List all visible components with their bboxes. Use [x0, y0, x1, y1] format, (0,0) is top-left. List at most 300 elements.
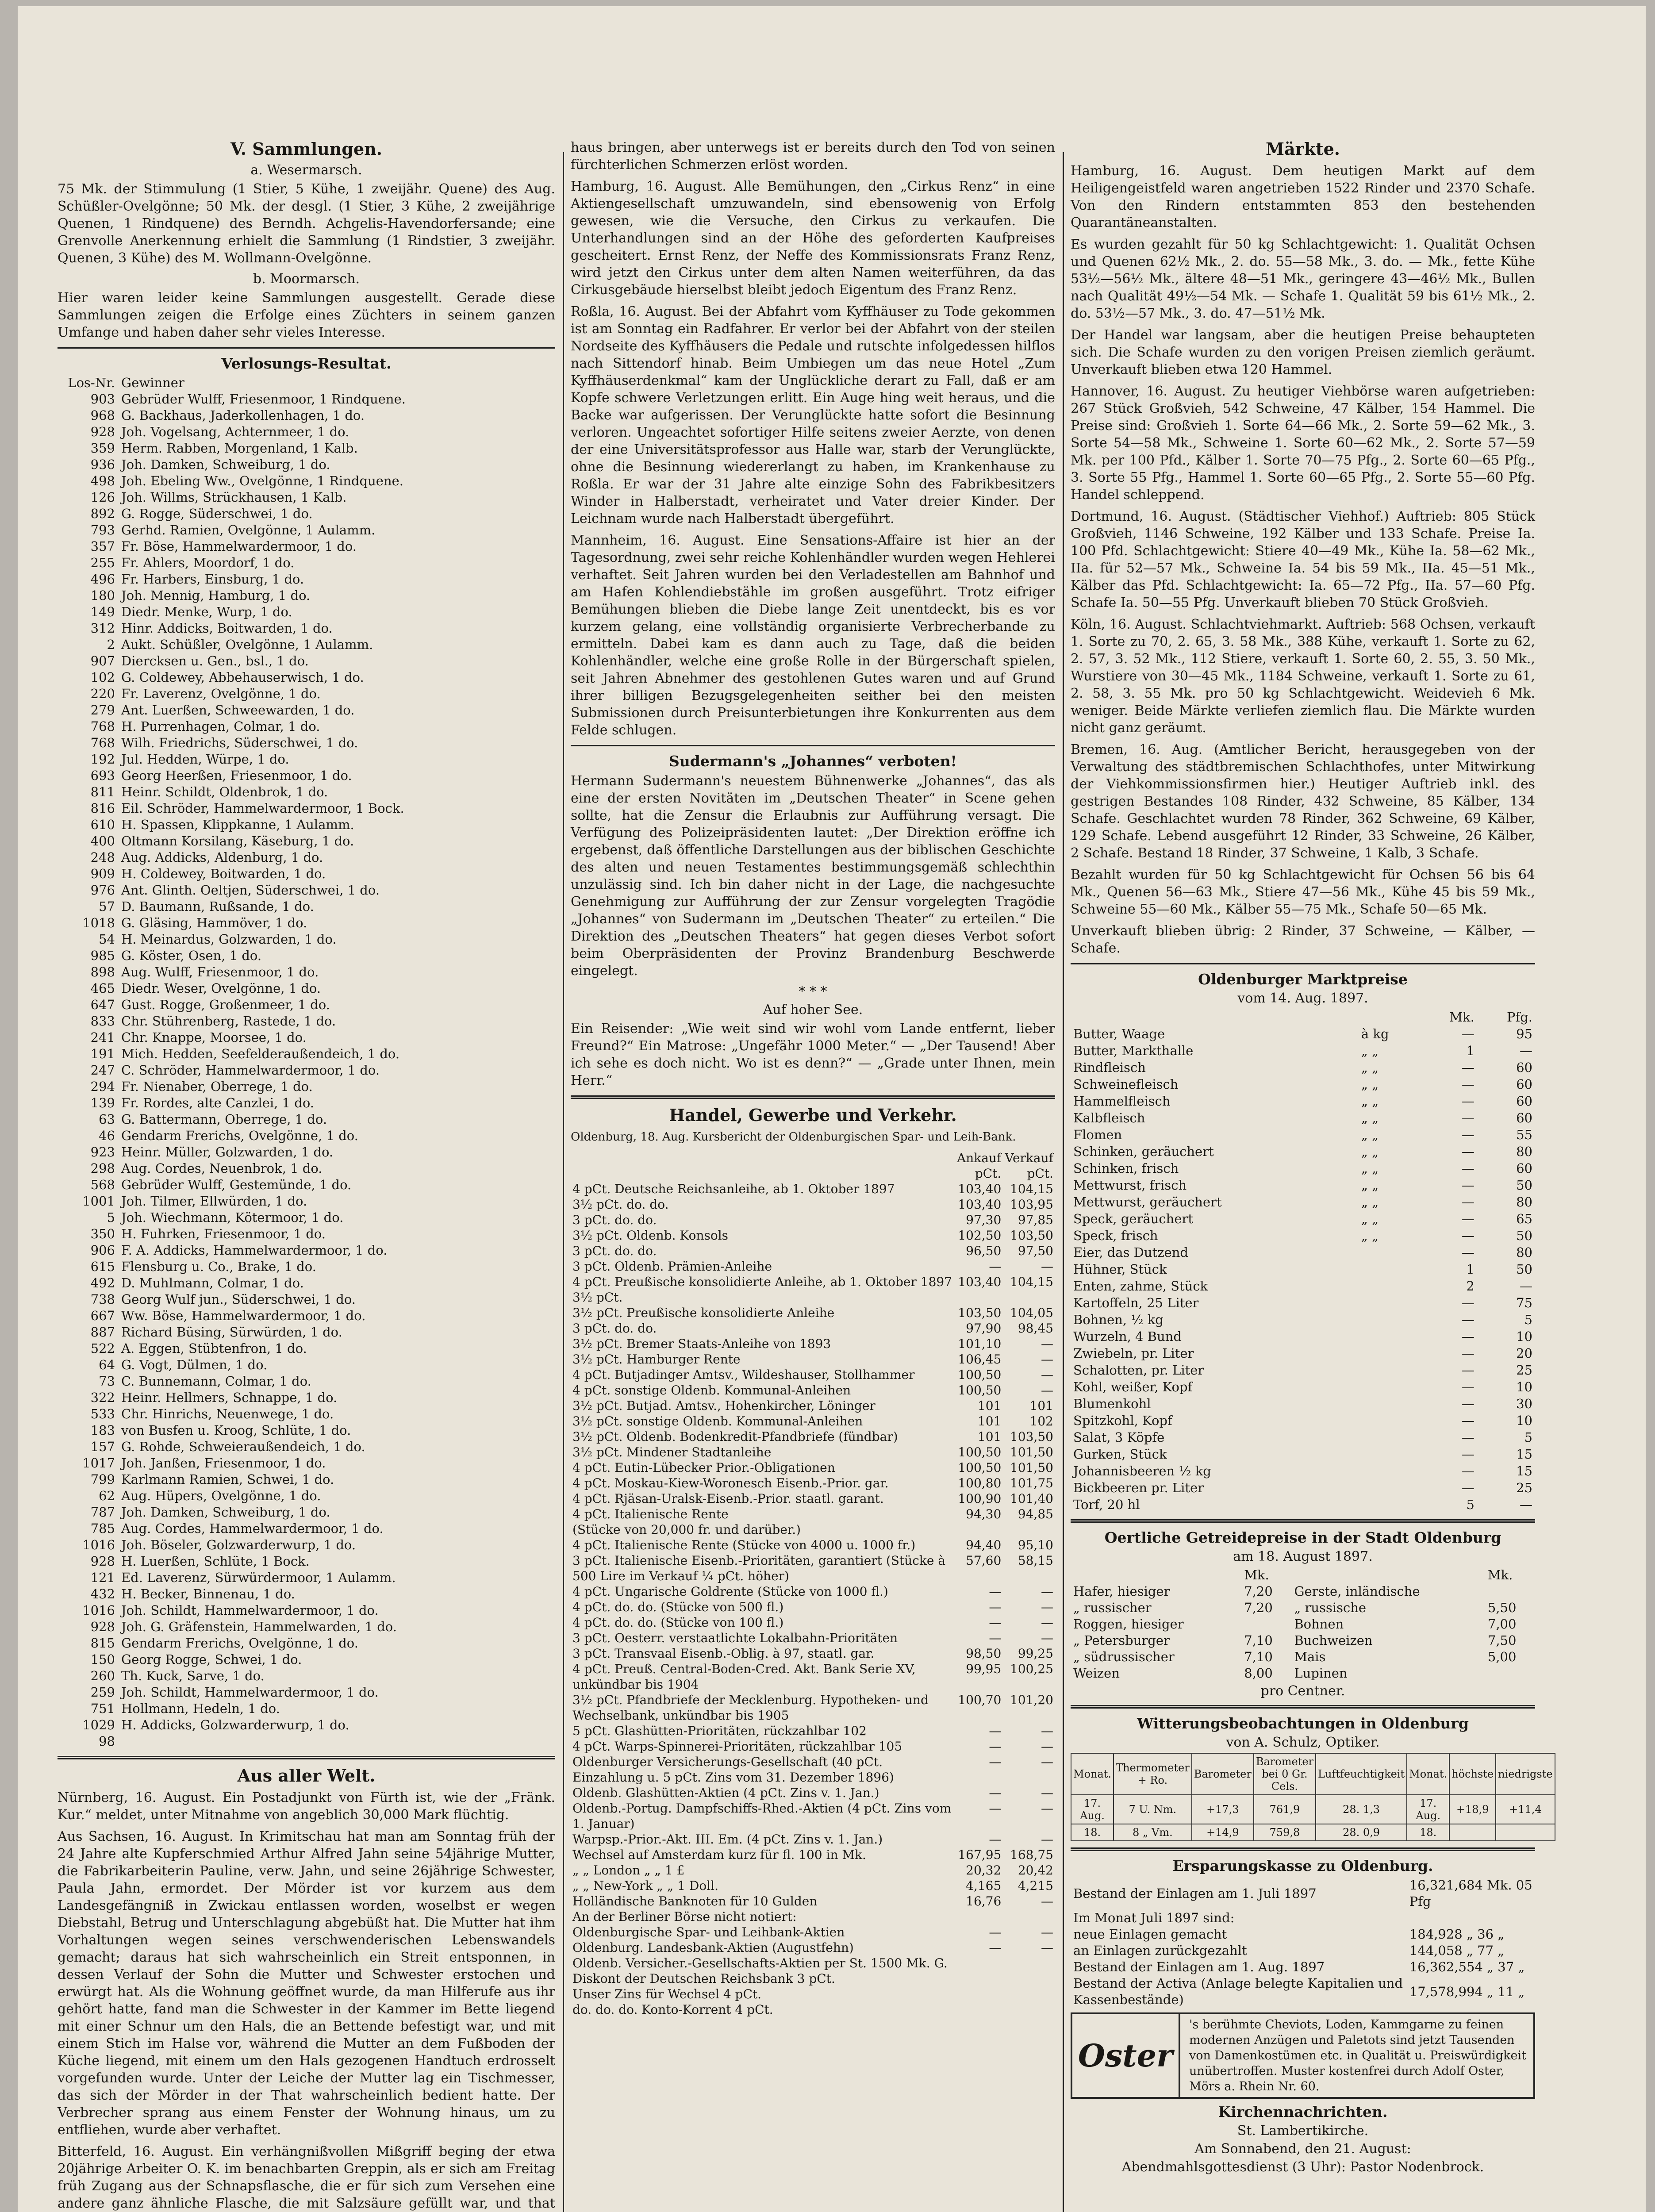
markt-report: Bremen, 16. Aug. (Amtlicher Bericht, herausgegeben von der Verwaltung des städtbremischen Schlachthofes, unter Mitwirkung der Viehkommissionsfirmen hier.) Heutiger Auftrieb inkl. des gestrigen Bestandes 108 Rinder, 432 Schweine, 85 Kälber, 134 Schafe. Geschlachtet wurden 78 Rinder, 362 Schweine, 69 Kälber, 129 Schafe. Lebend ausgeführt 12 Rinder, 33 Schweine, 26 Kälber, 2 Schafe. Bestand 18 Rinder, 37 Schweine, 1 Kalb, 3 Schafe. — [1071, 742, 1535, 861]
kurs-title: 4 pCt. Eutin-Lübecker Prior.-Obligationen — [572, 1460, 835, 1475]
lottery-row — [58, 1226, 555, 1242]
marktpreis-pf: 50 — [1516, 1228, 1532, 1243]
getreide-a: „ Petersburger — [1073, 1633, 1170, 1648]
lottery-nr: 432 — [90, 1586, 115, 1601]
marktpreis-item: Torf, 20 hl — [1073, 1497, 1140, 1512]
kurs-title: 5 pCt. Glashütten-Prioritäten, rückzahlbar 102 — [572, 1724, 867, 1738]
kurs-title: 4 pCt. sonstige Oldenb. Kommunal-Anleihen — [572, 1383, 851, 1398]
newspaper-page — [18, 6, 1646, 2212]
kurs-title: 4 pCt. Italienische Rente (Stücke von 4000 u. 1000 fr.) — [572, 1538, 916, 1552]
kurs-title: Unser Zins für Wechsel 4 pCt. — [572, 1987, 762, 2001]
lottery-row — [58, 571, 555, 588]
marktpreis-mk: — — [1461, 1413, 1475, 1428]
getreide-a-price — [1241, 1616, 1291, 1632]
kurs-ankauf: 103,50 — [958, 1306, 1002, 1320]
kurs-verkauf: — — [1041, 1724, 1053, 1738]
lottery-row — [58, 1537, 555, 1553]
lottery-nr: 816 — [90, 801, 115, 816]
witterung-cell: 28. 1,3 — [1316, 1795, 1407, 1824]
lottery-row — [58, 555, 555, 571]
marktpreis-unit: „ „ — [1361, 1228, 1379, 1243]
kurs-row — [571, 1243, 1055, 1259]
lottery-nr: 259 — [90, 1685, 115, 1700]
lottery-row — [58, 391, 555, 407]
lottery-winner: Georg Wulf jun., Süderschwei, 1 do. — [121, 1292, 356, 1307]
getreide-header — [1071, 1567, 1535, 1583]
marktpreis-pf: 25 — [1516, 1363, 1532, 1378]
witterung-row — [1071, 1795, 1555, 1824]
marktpreis-row — [1071, 1177, 1535, 1194]
witterung-cell: +14,9 — [1192, 1824, 1254, 1841]
marktpreis-unit — [1359, 1446, 1421, 1463]
kurs-title: Oldenb. Versicher.-Gesellschafts-Aktien per St. 1500 Mk. G. — [572, 1956, 948, 1970]
lottery-row — [58, 1160, 555, 1177]
marktpreis-pf: 5 — [1524, 1430, 1532, 1445]
marktpreis-pf: 75 — [1516, 1295, 1532, 1310]
marktpreis-pf: — — [1520, 1043, 1532, 1058]
lottery-winner: H. Purrenhagen, Colmar, 1 do. — [121, 719, 320, 734]
lottery-winner: Th. Kuck, Sarve, 1 do. — [121, 1668, 265, 1683]
lottery-nr: 1016 — [82, 1603, 115, 1618]
kurs-ankauf: — — [989, 1925, 1002, 1939]
sparkasse-label: neue Einlagen gemacht — [1073, 1927, 1227, 1942]
kurs-verkauf: 168,75 — [1010, 1847, 1053, 1862]
marktpreis-unit: „ „ — [1361, 1194, 1379, 1210]
subhead-moormarsch: b. Moormarsch. — [253, 271, 360, 287]
marktpreis-mk: — — [1461, 1110, 1475, 1125]
kurs-title: Warpsp.-Prior.-Akt. III. Em. (4 pCt. Zins v. 1. Jan.) — [572, 1832, 883, 1847]
kurs-row — [571, 1553, 1055, 1584]
lottery-row — [58, 1324, 555, 1340]
marktpreis-item: Eier, das Dutzend — [1073, 1245, 1188, 1260]
divider — [58, 347, 555, 349]
kurs-verkauf: 102 — [1029, 1414, 1053, 1429]
lottery-winner: G. Rogge, Süderschwei, 1 do. — [121, 506, 313, 521]
kurs-row — [571, 1661, 1055, 1692]
lottery-nr: 98 — [99, 1734, 115, 1749]
marktpreis-mk: — — [1461, 1211, 1475, 1226]
marktpreis-mk: — — [1461, 1463, 1475, 1479]
lottery-nr: 121 — [90, 1570, 115, 1585]
marktpreis-pf: 60 — [1516, 1077, 1532, 1092]
kurs-row — [571, 1274, 1055, 1305]
lottery-winner: Fr. Rordes, alte Canzlei, 1 do. — [121, 1095, 315, 1110]
kurs-header-row — [571, 1150, 1055, 1166]
kurs-verkauf: 103,50 — [1010, 1429, 1053, 1444]
marktpreis-pf: 80 — [1516, 1245, 1532, 1260]
marktpreis-mk: — — [1461, 1430, 1475, 1445]
lottery-winner: Joh. Janßen, Friesenmoor, 1 do. — [121, 1455, 326, 1471]
getreide-row — [1071, 1583, 1535, 1600]
kurs-title: Holländische Banknoten für 10 Gulden — [572, 1894, 818, 1909]
kurs-row — [571, 1739, 1055, 1754]
kurs-verkauf: — — [1041, 1367, 1053, 1382]
lottery-nr: 693 — [90, 768, 115, 783]
kurs-verkauf: — — [1041, 1894, 1053, 1909]
kurs-row — [571, 1801, 1055, 1832]
sparkasse-label: Bestand der Einlagen am 1. Juli 1897 — [1073, 1886, 1317, 1901]
kirchen-date: Am Sonnabend, den 21. August: — [1194, 2141, 1411, 2157]
kurs-ankauf — [955, 1522, 1003, 1537]
lottery-row — [58, 1488, 555, 1504]
lottery-row — [58, 1013, 555, 1029]
marktpreis-pf: 60 — [1516, 1060, 1532, 1075]
kurs-verkauf: 99,25 — [1018, 1646, 1053, 1661]
marktpreis-unit — [1359, 1345, 1421, 1362]
kurs-verkauf — [1003, 1909, 1055, 1924]
lottery-row — [58, 538, 555, 555]
lottery-row — [58, 1455, 555, 1471]
kurs-ankauf: 98,50 — [966, 1646, 1002, 1661]
lottery-row — [58, 1095, 555, 1111]
kurs-header-blank — [571, 1150, 955, 1166]
lottery-winner: Fr. Ahlers, Moordorf, 1 do. — [121, 555, 295, 570]
marktpreis-row — [1071, 1278, 1535, 1294]
sudermann-text: Hermann Sudermann's neuestem Bühnenwerke „Johannes“, das als eine der ersten Novitäten im „Deutschen Theater“ in Scene gehen sollte, hat die Zensur die Erlaubnis zur Aufführung versagt. Die Verfügung des Polizeipräsidenten lautet: „Der Direktion eröffne ich ergebenst, daß öffentliche Darstellungen aus der biblischen Geschichte des alten und neuen Testamentes bestimmungsgemäß schlechthin unzulässig sind. Ich bin daher nicht in der Lage, die nachgesuchte Genehmigung zur Aufführung der zur Zensur vorgelegten Tragödie „Johannes“ von Sudermann im „Deutschen Theater“ zu erteilen.“ Die Direktion des „Deutschen Theaters“ hat gegen dieses Verbot sofort beim Oberpräsidenten der Provinz Brandenburg Beschwerde eingelegt. — [571, 773, 1055, 979]
marktpreis-unit: „ „ — [1361, 1110, 1379, 1125]
kurs-ankauf: 100,50 — [958, 1383, 1002, 1398]
witterung-cell: +17,3 — [1192, 1795, 1254, 1824]
marktpreis-mk: 2 — [1466, 1279, 1475, 1294]
lottery-row — [58, 1390, 555, 1406]
marktpreis-unit — [1359, 1294, 1421, 1311]
lottery-nr: 928 — [90, 1619, 115, 1634]
kurs-row — [571, 1785, 1055, 1801]
getreide-b-price: 5,50 — [1487, 1600, 1517, 1615]
lottery-winner: Karlmann Ramien, Schwei, 1 do. — [121, 1472, 334, 1487]
lottery-row — [58, 1717, 555, 1733]
kurs-title: 3 pCt. Oesterr. verstaatlichte Lokalbahn-Prioritäten — [572, 1631, 898, 1645]
marktpreis-pf: 5 — [1524, 1312, 1532, 1327]
lottery-nr: 785 — [90, 1521, 115, 1536]
marktpreis-unit — [1359, 1328, 1421, 1345]
lottery-nr: 768 — [90, 735, 115, 750]
lottery-winner: Diercksen u. Gen., bsl., 1 do. — [121, 653, 309, 668]
marktpreis-mk: — — [1461, 1194, 1475, 1210]
kurs-title: 4 pCt. Rjäsan-Uralsk-Eisenb.-Prior. staatl. garant. — [572, 1491, 884, 1506]
kurs-verkauf: 95,10 — [1018, 1538, 1053, 1552]
lottery-row — [58, 637, 555, 653]
kurs-ankauf: 106,45 — [958, 1352, 1002, 1367]
getreide-a: Weizen — [1073, 1666, 1120, 1681]
markt-reports — [1071, 162, 1535, 957]
marktpreis-mk: — — [1461, 1161, 1475, 1176]
lottery-winner: Chr. Hinrichs, Neuenwege, 1 do. — [121, 1406, 334, 1421]
marktpreis-row — [1071, 1362, 1535, 1379]
lottery-nr: 157 — [90, 1439, 115, 1454]
lottery-nr: 192 — [90, 752, 115, 767]
lottery-row — [58, 833, 555, 849]
sparkasse-row — [1071, 1943, 1535, 1959]
lottery-row — [58, 1210, 555, 1226]
lottery-winner: Gust. Rogge, Großenmeer, 1 do. — [121, 997, 330, 1012]
lottery-header — [58, 375, 555, 391]
kurs-row — [571, 1212, 1055, 1228]
marktpreis-pf: 30 — [1516, 1396, 1532, 1411]
marktpreis-item: Mettwurst, frisch — [1073, 1178, 1187, 1193]
marktpreis-row — [1071, 1210, 1535, 1227]
witterung-table — [1071, 1753, 1555, 1841]
lottery-nr: 610 — [90, 817, 115, 832]
kurs-ankauf: 100,50 — [958, 1367, 1002, 1382]
lottery-row — [58, 653, 555, 669]
marktpreis-pf: 95 — [1516, 1026, 1532, 1041]
lottery-row — [58, 1570, 555, 1586]
lottery-winner: Joh. Schildt, Hammelwardermoor, 1 do. — [121, 1685, 379, 1700]
kurs-title: 3 pCt. Oldenb. Prämien-Anleihe — [572, 1259, 772, 1274]
markt-report: Köln, 16. August. Schlachtviehmarkt. Auftrieb: 568 Ochsen, verkauft 1. Sorte zu 70, 2. 65, 3. 58 Mk., 388 Kühe, verkauft 1. Sorte zu 62, 2. 57, 3. 52 Mk., 112 Stiere, verkauft 1. Sorte 60, 2. 55, 3. 50 Mk., Wurstiere von 30—45 Mk., 1184 Schweine, verkauft 1. Sorte zu 61, 2. 58, 3. 55 Mk. pro 50 kg Schlachtgewicht. Weidevieh 6 Mk. weniger. Beide Märkte verliefen ziemlich flau. Die Märkte wurden nicht ganz geräumt. — [1071, 617, 1535, 736]
getreide-row — [1071, 1632, 1535, 1649]
lottery-winner: D. Baumann, Rußsande, 1 do. — [121, 899, 314, 914]
kurs-row — [571, 1181, 1055, 1197]
marktpreis-row — [1071, 1042, 1535, 1059]
lottery-row — [58, 1062, 555, 1079]
kirchen-title: Kirchennachrichten. — [1218, 2103, 1388, 2120]
lottery-row — [58, 522, 555, 538]
lottery-row — [58, 784, 555, 800]
kurs-verkauf: — — [1041, 1801, 1053, 1816]
lottery-nr: 5 — [107, 1210, 115, 1225]
lottery-row — [58, 1504, 555, 1521]
lottery-row — [58, 1193, 555, 1210]
lottery-row — [58, 1144, 555, 1160]
getreide-b-price: 7,50 — [1487, 1633, 1517, 1648]
sparkasse-label: Bestand der Activa (Anlage belegte Kapitalien und Kassenbestände) — [1073, 1976, 1403, 2007]
mp-header-blank2 — [1359, 1009, 1421, 1025]
markt-report: Unverkauft blieben übrig: 2 Rinder, 37 Schweine, — Kälber, — Schafe. — [1071, 923, 1535, 956]
kurs-ankauf: 100,50 — [958, 1445, 1002, 1459]
kurs-title: 3 pCt. do. do. — [572, 1321, 657, 1336]
marktpreis-pf: 10 — [1516, 1379, 1532, 1394]
kurs-unit-a: pCt. — [975, 1166, 1002, 1181]
lottery-row — [58, 1586, 555, 1602]
see-text: Ein Reisender: „Wie weit sind wir wohl vom Lande entfernt, lieber Freund?“ Ein Matrose: „Ungefähr 1000 Meter.“ — „Der Tausend! Aber ich sehe es doch nicht. Wo ist es denn?“ — „Grade unter Ihnen, mein Herr.“ — [571, 1021, 1055, 1088]
kurs-ankauf: — — [989, 1259, 1002, 1274]
kurs-verkauf: 101,50 — [1010, 1460, 1053, 1475]
section-title-sammlungen: V. Sammlungen. — [230, 139, 383, 159]
lottery-winner: C. Bunnemann, Colmar, 1 do. — [121, 1374, 311, 1389]
marktpreis-row — [1071, 1126, 1535, 1143]
marktpreis-item: Enten, zahme, Stück — [1073, 1279, 1208, 1294]
getreide-row — [1071, 1600, 1535, 1616]
lottery-winner: Chr. Stührenberg, Rastede, 1 do. — [121, 1014, 336, 1029]
lottery-nr: 350 — [90, 1226, 115, 1241]
kurs-row — [571, 1878, 1055, 1893]
column-1 — [58, 139, 555, 2212]
oster-advertisement — [1071, 2012, 1535, 2099]
lottery-nr: 892 — [90, 506, 115, 521]
witterung-col: Barometer — [1192, 1753, 1254, 1795]
lottery-nr: 799 — [90, 1472, 115, 1487]
handel-title: Handel, Gewerbe und Verkehr. — [669, 1105, 957, 1125]
kurs-verkauf: 103,50 — [1010, 1228, 1053, 1243]
marktpreis-unit: „ „ — [1361, 1077, 1379, 1092]
marktpreis-unit — [1359, 1496, 1421, 1513]
lottery-row — [58, 1406, 555, 1422]
lottery-winner: Aug. Addicks, Aldenburg, 1 do. — [121, 850, 323, 865]
lottery-winner: G. Vogt, Dülmen, 1 do. — [121, 1357, 268, 1372]
kurs-title: 3½ pCt. Mindener Stadtanleihe — [572, 1445, 772, 1459]
marktpreis-mk: — — [1461, 1060, 1475, 1075]
kurs-ankauf: 16,76 — [966, 1894, 1002, 1909]
kurs-verkauf: 101,50 — [1010, 1445, 1053, 1459]
sudermann-title: Sudermann's „Johannes“ verboten! — [668, 753, 957, 770]
marktpreis-item: Kartoffeln, 25 Liter — [1073, 1295, 1199, 1310]
getreide-a: „ südrussischer — [1073, 1649, 1175, 1664]
mp-header-blank — [1071, 1009, 1359, 1025]
marktpreis-item: Speck, geräuchert — [1073, 1211, 1193, 1226]
lottery-nr: 898 — [90, 964, 115, 979]
markt-report: Hannover, 16. August. Zu heutiger Viehbörse waren aufgetrieben: 267 Stück Großvieh, 542 Schweine, 47 Kälber, 154 Hammel. Die Preise sind: Großvieh 1. Sorte 64—66 Mk., 2. Sorte 59—62 Mk., 3. Sorte 54—58 Mk., Schweine 1. Sorte 60—62 Mk., 2. Sorte 57—59 Mk. per 100 Pfd., Kälber 1. Sorte 70—75 Pfg., 2. Sorte 60—65 Pfg., 3. Sorte 55 Pfg., Hammel 1. Sorte 60—65 Pfg., 2. Sorte 55—60 Pfg. Handel schleppend. — [1071, 384, 1535, 503]
lottery-list — [58, 391, 555, 1750]
marktpreis-mk: 5 — [1466, 1497, 1475, 1512]
marktpreis-row — [1071, 1160, 1535, 1177]
divider — [1071, 1519, 1535, 1523]
kurs-title: 4 pCt. do. do. (Stücke von 100 fl.) — [572, 1615, 784, 1630]
kurs-ankauf: — — [989, 1600, 1002, 1614]
marktpreis-item: Salat, 3 Köpfe — [1073, 1430, 1165, 1445]
lottery-winner: Flensburg u. Co., Brake, 1 do. — [121, 1259, 316, 1274]
kurs-ankauf: 103,40 — [958, 1275, 1002, 1289]
marktpreis-row — [1071, 1110, 1535, 1126]
markt-report: Hamburg, 16. August. Dem heutigen Markt auf dem Heiligengeistfeld waren angetrieben 1522 Rinder und 2370 Schafe. Von den Rindern entstammten 853 den bestehenden Quarantäneanstalten. — [1071, 163, 1535, 230]
lottery-nr: 667 — [90, 1308, 115, 1323]
kurs-ankauf: — — [989, 1801, 1002, 1816]
markt-title: Märkte. — [1266, 139, 1340, 159]
kurs-verkauf: 4,215 — [1018, 1878, 1053, 1893]
witterung-cell: 18. — [1407, 1824, 1449, 1841]
lottery-nr: 126 — [90, 490, 115, 505]
kurs-ankauf: 96,50 — [966, 1244, 1002, 1258]
mp-col-mk: Mk. — [1449, 1010, 1475, 1025]
kurs-title: do. do. do. Konto-Korrent 4 pCt. — [572, 2002, 773, 2017]
marktpreis-row — [1071, 1328, 1535, 1345]
lottery-winner: Joh. Damken, Schweiburg, 1 do. — [121, 457, 330, 472]
lottery-nr: 312 — [90, 621, 115, 636]
lottery-row — [58, 1651, 555, 1668]
lottery-nr: 928 — [90, 1554, 115, 1569]
lottery-row — [58, 718, 555, 735]
getreide-b: Lupinen — [1294, 1666, 1348, 1681]
lottery-winner: Hinr. Addicks, Boitwarden, 1 do. — [121, 621, 333, 636]
marktpreis-pf: 10 — [1516, 1329, 1532, 1344]
kurs-ankauf: — — [989, 1755, 1002, 1769]
lottery-nr: 241 — [90, 1030, 115, 1045]
lottery-winner: Jul. Hedden, Würpe, 1 do. — [121, 752, 289, 767]
lottery-nr: 968 — [90, 408, 115, 423]
lottery-winner: Heinr. Müller, Golzwarden, 1 do. — [121, 1144, 334, 1160]
lottery-row — [58, 1029, 555, 1046]
marktpreis-item: Spitzkohl, Kopf — [1073, 1413, 1172, 1428]
lottery-nr: 907 — [90, 653, 115, 668]
kurs-ankauf: — — [989, 1739, 1002, 1754]
getreide-b: Gerste, inländische — [1294, 1584, 1420, 1599]
lottery-nr: 2 — [107, 637, 115, 652]
lottery-winner: Mich. Hedden, Seefelderaußendeich, 1 do. — [121, 1046, 400, 1061]
kurs-ankauf: 101 — [977, 1429, 1002, 1444]
sparkasse-row — [1071, 1926, 1535, 1943]
welt-article: Aus Sachsen, 16. August. In Krimitschau hat man am Sonntag früh der 24 Jahre alte Kupferschmied Arthur Alfred Jahn seine 54jährige Mutter, die Fabrikarbeiterin Pauline, verw. Jahn, und seine 26jährige Schwester, Paula Jahn, ermordet. Der Mörder ist vor kurzem aus dem Landesgefängniß in Zwickau entlassen worden, woselbst er wegen Diebstahl, Betrug und Unterschlagung abgebüßt hat. Die Mutter hat ihm Vorhaltungen wegen seines verschwenderischen Lebenswandels gemacht; daraus hat sich wahrscheinlich ein Streit entsponnen, in dessen Verlauf der Sohn die Mutter und Schwester erstochen und erwürgt hat. Als die Wohnung geöffnet wurde, da man Hilferufe aus ihr gehört hatte, fand man die Schwester in der Kammer im Bette liegend mit einer Schnur um den Hals, die an Bettende befestigt war, und mit einem Stich im Halse vor, während die Mutter an dem Fußboden der Küche liegend, mit einem um den Hals gezogenen Handtuch erdrosselt vorgefunden wurde. Unter der Leiche der Mutter lag ein Tischmesser, das sich der Mörder in der That wahrscheinlich bedient hatte. Der Verbrecher sprang aus einem Fenster der Wohnung hinaus, um zu entfliehen, wurde aber verhaftet. — [58, 1829, 555, 2138]
lottery-winner: Fr. Nienaber, Oberrege, 1 do. — [121, 1079, 313, 1094]
witterung-cell: 7 U. Nm. — [1114, 1795, 1192, 1824]
getreide-row — [1071, 1616, 1535, 1632]
kurs-title: 3 pCt. Italienische Eisenb.-Prioritäten, garantiert (Stücke à 500 Lire im Verkauf ¼ pCt. höher) — [572, 1553, 946, 1583]
witterung-col: Barometer bei 0 Gr. Cels. — [1254, 1753, 1316, 1795]
getreide-b: Bohnen — [1294, 1617, 1344, 1632]
marktpreis-row — [1071, 1311, 1535, 1328]
marktpreis-unit: „ „ — [1361, 1060, 1379, 1075]
lottery-nr: 768 — [90, 719, 115, 734]
sparkasse-label: Im Monat Juli 1897 sind: — [1073, 1910, 1235, 1925]
kurs-verkauf: 98,45 — [1018, 1321, 1053, 1336]
kurs-row — [571, 1491, 1055, 1506]
kurs-col-ankauf: Ankauf — [957, 1151, 1002, 1165]
news-articles — [571, 178, 1055, 739]
lottery-nr: 751 — [90, 1701, 115, 1716]
lottery-winner: Gebrüder Wulff, Friesenmoor, 1 Rindquene. — [121, 392, 406, 407]
lottery-row — [58, 489, 555, 506]
lottery-winner: H. Spassen, Klippkanne, 1 Aulamm. — [121, 817, 354, 832]
getreide-a-price: 7,10 — [1244, 1649, 1273, 1664]
kurs-verkauf — [1003, 1955, 1055, 1971]
witterung-col: niedrigste — [1496, 1753, 1555, 1795]
marktpreis-mk: — — [1461, 1127, 1475, 1142]
lottery-nr: 465 — [90, 981, 115, 996]
markt-report: Es wurden gezahlt für 50 kg Schlachtgewicht: 1. Qualität Ochsen und Quenen 62½ Mk., 2. do. 55—58 Mk., 3. do. — Mk., fette Kühe 53½—56½ Mk., ältere 48—51 Mk., geringere 43—46½ Mk., Bullen nach Qualität 49½—54 Mk. — Schafe 1. Qualität 59 bis 61½ Mk., 2. do. 53½—57 Mk., 3. do. 47—51½ Mk. — [1071, 237, 1535, 321]
lottery-row — [58, 588, 555, 604]
lottery-winner: von Busfen u. Kroog, Schlüte, 1 do. — [121, 1423, 351, 1438]
marktpreis-pf: 60 — [1516, 1161, 1532, 1176]
marktpreis-row — [1071, 1429, 1535, 1446]
lottery-nr: 62 — [99, 1488, 115, 1503]
witterung-col: höchste — [1449, 1753, 1496, 1795]
witterung-title: Witterungsbeobachtungen in Oldenburg — [1137, 1715, 1469, 1732]
lottery-winner: Oltmann Korsilang, Käseburg, 1 do. — [121, 833, 354, 849]
kurs-verkauf: 103,95 — [1010, 1197, 1053, 1212]
marktpreis-pf: 20 — [1516, 1346, 1532, 1361]
getreide-a-price: 7,20 — [1244, 1600, 1273, 1615]
lottery-row — [58, 1733, 555, 1750]
marktpreis-item: Butter, Waage — [1073, 1026, 1165, 1041]
lottery-row — [58, 669, 555, 686]
lottery-row — [58, 457, 555, 473]
marktpreis-row — [1071, 1244, 1535, 1261]
marktpreis-item: Wurzeln, 4 Bund — [1073, 1329, 1182, 1344]
lottery-row — [58, 1259, 555, 1275]
lottery-winner: Diedr. Weser, Ovelgönne, 1 do. — [121, 981, 321, 996]
kurs-row — [571, 1398, 1055, 1413]
kurs-row — [571, 1506, 1055, 1522]
lottery-row — [58, 1701, 555, 1717]
marktpreis-unit — [1359, 1479, 1421, 1496]
kurs-verkauf: — — [1041, 1925, 1053, 1939]
kurs-verkauf: 100,25 — [1010, 1662, 1053, 1676]
lottery-row — [58, 1619, 555, 1635]
marktpreis-mk: — — [1461, 1178, 1475, 1193]
sparkasse-row — [1071, 1910, 1535, 1926]
marktpreis-unit: „ „ — [1361, 1161, 1379, 1176]
lottery-nr: 46 — [99, 1128, 115, 1143]
marktpreis-pf: 10 — [1516, 1413, 1532, 1428]
marktpreis-pf: 65 — [1516, 1211, 1532, 1226]
lottery-nr: 73 — [99, 1374, 115, 1389]
see-title: Auf hoher See. — [763, 1002, 863, 1018]
lottery-winner: H. Coldewey, Boitwarden, 1 do. — [121, 866, 326, 881]
lottery-nr: 815 — [90, 1636, 115, 1651]
divider — [58, 1756, 555, 1759]
lottery-row — [58, 899, 555, 915]
lottery-row — [58, 1111, 555, 1128]
